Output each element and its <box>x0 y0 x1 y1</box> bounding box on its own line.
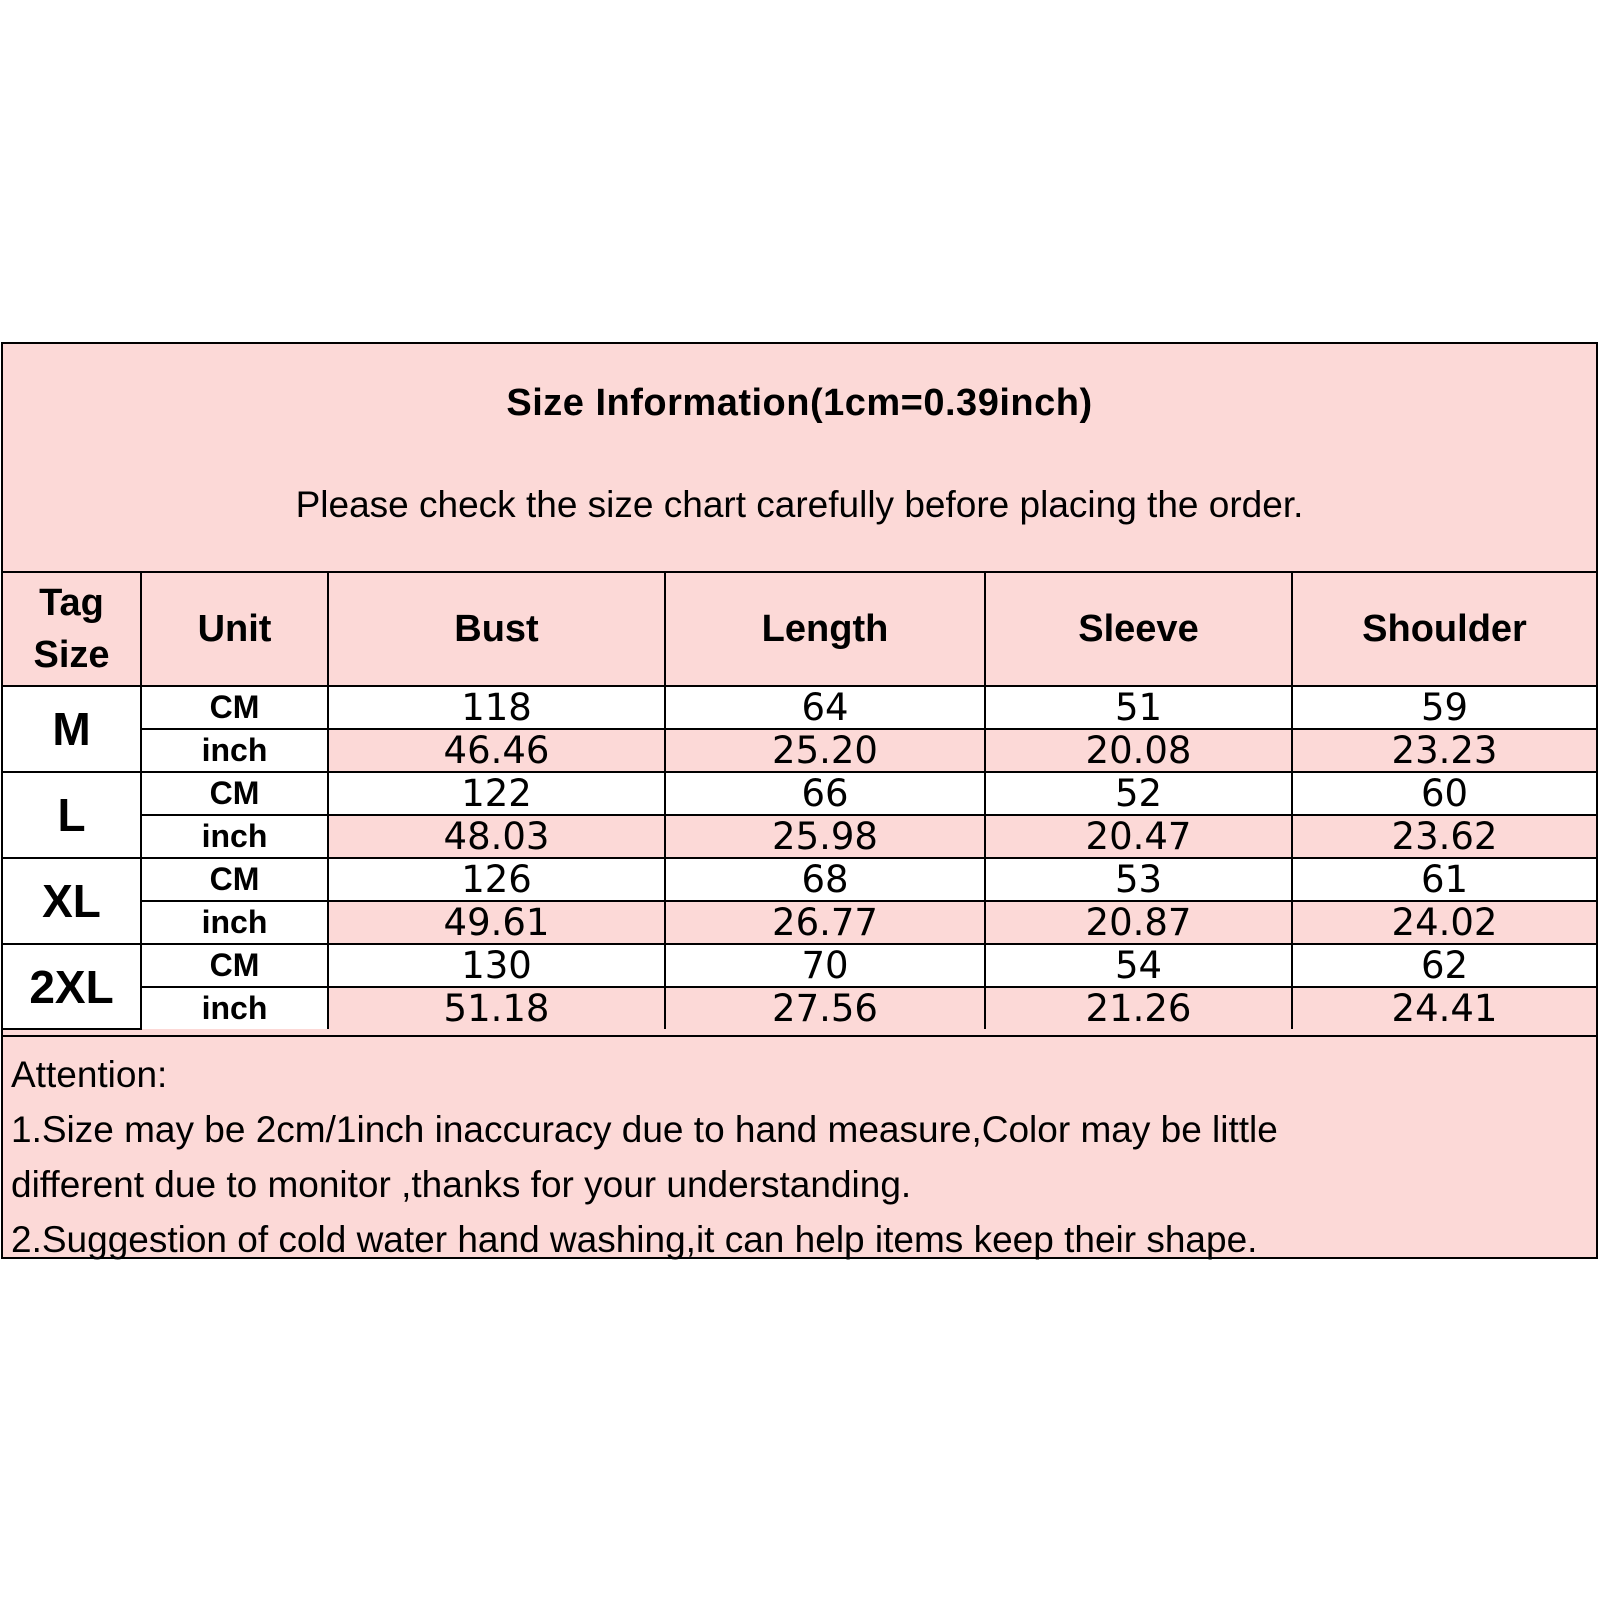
column-header-length: Length <box>665 573 985 686</box>
attention-line: different due to monitor ,thanks for your understanding. <box>11 1164 912 1205</box>
column-header-tag-size-line2: Size <box>33 634 110 676</box>
shoulder-cell: 24.41 <box>1292 987 1596 1029</box>
shoulder-cell: 23.23 <box>1292 729 1596 772</box>
bust-cell: 118 <box>328 686 665 729</box>
length-cell: 68 <box>665 858 985 901</box>
table-row <box>3 729 1596 772</box>
tag-size-cell: L <box>3 772 141 858</box>
attention-heading: Attention: <box>11 1054 168 1095</box>
tag-size-cell: 2XL <box>3 944 141 1029</box>
bust-cell: 122 <box>328 772 665 815</box>
shoulder-cell: 61 <box>1292 858 1596 901</box>
shoulder-cell: 60 <box>1292 772 1596 815</box>
sleeve-cell: 52 <box>985 772 1292 815</box>
attention-line: 2.Suggestion of cold water hand washing,it can help items keep their shape. <box>11 1219 1258 1260</box>
length-cell: 64 <box>665 686 985 729</box>
shoulder-cell: 23.62 <box>1292 815 1596 858</box>
tag-size-cell: XL <box>3 858 141 944</box>
sleeve-cell: 20.87 <box>985 901 1292 944</box>
length-cell: 70 <box>665 944 985 987</box>
column-header-tag-size-line1: Tag <box>39 582 104 624</box>
column-header-tag-size <box>3 573 141 686</box>
unit-cell: inch <box>141 729 328 772</box>
length-cell: 25.98 <box>665 815 985 858</box>
attention-notes <box>3 1035 1596 1260</box>
column-header-bust: Bust <box>328 573 665 686</box>
attention-line: 1.Size may be 2cm/1inch inaccuracy due to hand measure,Color may be little <box>11 1109 1278 1150</box>
table-row <box>3 686 1596 729</box>
length-cell: 27.56 <box>665 987 985 1029</box>
length-cell: 26.77 <box>665 901 985 944</box>
tag-size-cell: M <box>3 686 141 772</box>
bust-cell: 48.03 <box>328 815 665 858</box>
sleeve-cell: 20.47 <box>985 815 1292 858</box>
table-row <box>3 987 1596 1029</box>
unit-cell: inch <box>141 987 328 1029</box>
sleeve-cell: 51 <box>985 686 1292 729</box>
shoulder-cell: 62 <box>1292 944 1596 987</box>
chart-header <box>3 344 1596 573</box>
sleeve-cell: 54 <box>985 944 1292 987</box>
table-row <box>3 858 1596 901</box>
column-header-shoulder: Shoulder <box>1292 573 1596 686</box>
length-cell: 66 <box>665 772 985 815</box>
bust-cell: 46.46 <box>328 729 665 772</box>
sleeve-cell: 21.26 <box>985 987 1292 1029</box>
unit-cell: CM <box>141 944 328 987</box>
table-row <box>3 944 1596 987</box>
chart-title: Size Information(1cm=0.39inch) <box>506 382 1093 424</box>
sleeve-cell: 53 <box>985 858 1292 901</box>
header-row <box>3 573 1596 686</box>
unit-cell: CM <box>141 858 328 901</box>
table-row <box>3 901 1596 944</box>
column-header-sleeve: Sleeve <box>985 573 1292 686</box>
shoulder-cell: 24.02 <box>1292 901 1596 944</box>
column-header-unit: Unit <box>141 573 328 686</box>
unit-cell: CM <box>141 686 328 729</box>
unit-cell: inch <box>141 815 328 858</box>
bust-cell: 49.61 <box>328 901 665 944</box>
size-table <box>3 573 1596 1030</box>
table-row <box>3 815 1596 858</box>
shoulder-cell: 59 <box>1292 686 1596 729</box>
bust-cell: 51.18 <box>328 987 665 1029</box>
chart-subtitle: Please check the size chart carefully before placing the order. <box>295 484 1304 525</box>
size-chart <box>1 342 1598 1259</box>
bust-cell: 130 <box>328 944 665 987</box>
length-cell: 25.20 <box>665 729 985 772</box>
sleeve-cell: 20.08 <box>985 729 1292 772</box>
bust-cell: 126 <box>328 858 665 901</box>
unit-cell: CM <box>141 772 328 815</box>
unit-cell: inch <box>141 901 328 944</box>
table-row <box>3 772 1596 815</box>
